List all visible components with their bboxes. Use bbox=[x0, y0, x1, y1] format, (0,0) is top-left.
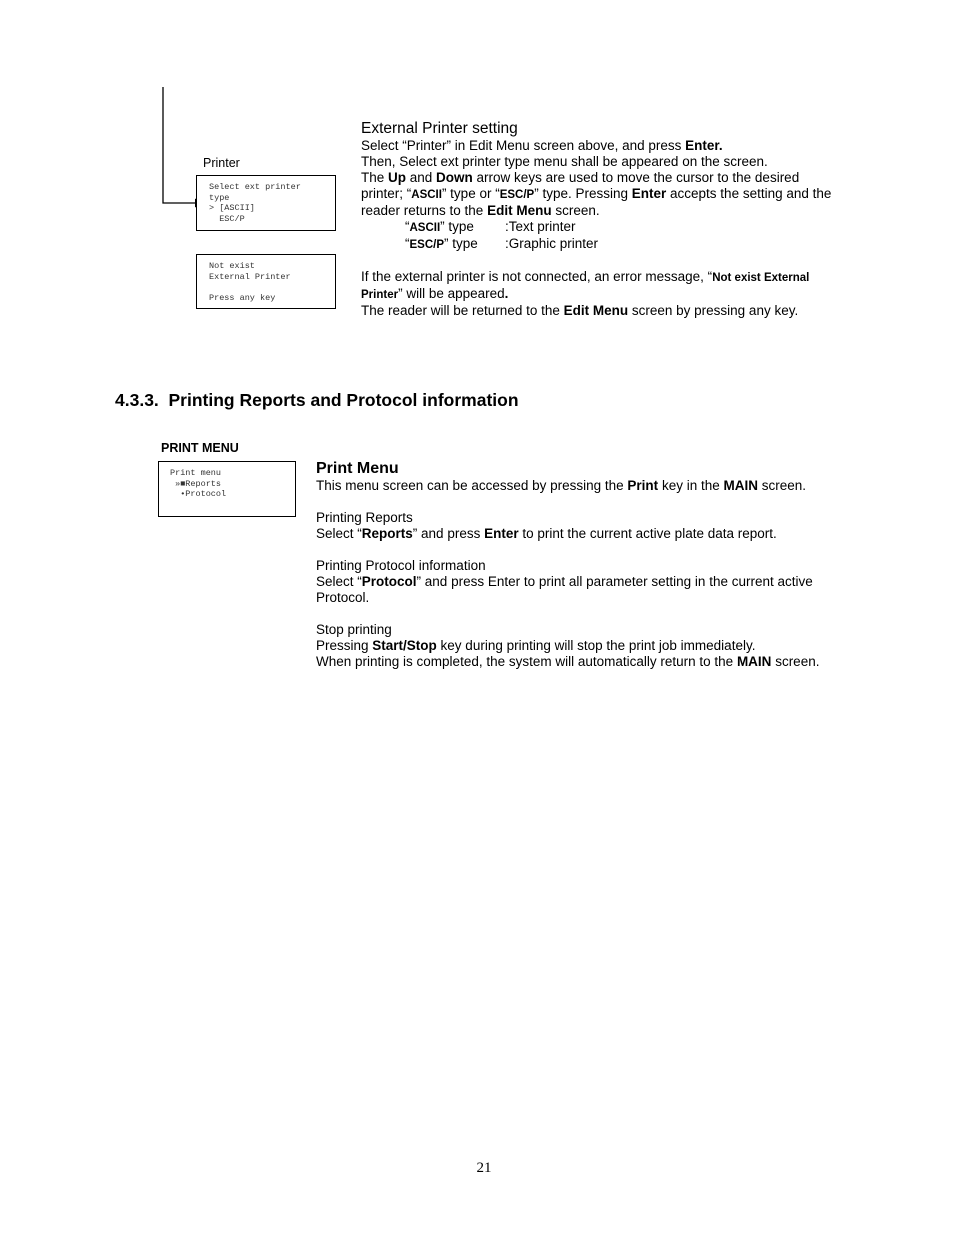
paragraph: The Up and Down arrow keys are used to move the cursor to the desired bbox=[361, 170, 800, 185]
printer-type-ascii: “ASCII” type :Text printer bbox=[405, 219, 576, 234]
lcd-line: External Printer bbox=[209, 271, 291, 282]
paragraph: Select “Reports” and press Enter to print the current active plate data report. bbox=[316, 526, 777, 541]
lcd-line: ESC/P bbox=[209, 213, 245, 224]
lcd-select-printer-screen bbox=[196, 175, 336, 231]
print-menu-text bbox=[316, 459, 876, 670]
lcd-line: Select ext printer bbox=[209, 182, 301, 192]
paragraph: The reader will be returned to the Edit Menu screen by pressing any key. bbox=[361, 303, 799, 318]
lcd-line: Press any key bbox=[209, 292, 276, 303]
external-printer-text bbox=[361, 120, 881, 319]
lcd-line: Print menu bbox=[170, 468, 222, 478]
section-heading: 4.3.3. Printing Reports and Protocol information bbox=[115, 390, 519, 410]
lcd-not-exist-screen bbox=[196, 254, 336, 309]
paragraph: This menu screen can be accessed by pressing the Print key in the MAIN screen. bbox=[316, 478, 807, 493]
page-number: 21 bbox=[476, 1160, 492, 1176]
printer-screen-label: Printer bbox=[203, 156, 240, 170]
paragraph: Select “Protocol” and press Enter to print all parameter setting in the current active bbox=[316, 574, 813, 589]
paragraph: If the external printer is not connected, an error message, “Not exist External bbox=[361, 269, 810, 284]
paragraph: reader returns to the Edit Menu screen. bbox=[361, 203, 600, 218]
paragraph: Printing Reports bbox=[316, 510, 413, 525]
lcd-line: »■Reports bbox=[170, 478, 222, 489]
paragraph: Then, Select ext printer type menu shall be appeared on the screen. bbox=[361, 154, 768, 169]
print-menu-label: PRINT MENU bbox=[161, 441, 239, 455]
print-menu-title: Print Menu bbox=[316, 460, 399, 477]
printer-type-escp: “ESC/P” type :Graphic printer bbox=[405, 236, 599, 251]
lcd-print-menu-screen bbox=[158, 461, 296, 517]
lcd-line: •Protocol bbox=[170, 489, 227, 499]
external-printer-title: External Printer setting bbox=[361, 120, 518, 137]
lcd-line: Not exist bbox=[209, 261, 255, 271]
paragraph: printer; “ASCII” type or “ESC/P” type. Pressing Enter accepts the setting and the bbox=[361, 186, 832, 201]
lcd-line: type bbox=[209, 192, 230, 203]
lcd-line: > [ASCII] bbox=[209, 203, 255, 213]
paragraph: Printing Protocol information bbox=[316, 558, 486, 573]
paragraph: Pressing Start/Stop key during printing will stop the print job immediately. bbox=[316, 638, 756, 653]
paragraph: Printer” will be appeared. bbox=[361, 286, 509, 301]
paragraph: When printing is completed, the system will automatically return to the MAIN screen. bbox=[316, 654, 820, 669]
paragraph: Stop printing bbox=[316, 622, 392, 637]
paragraph: Protocol. bbox=[316, 590, 370, 605]
lcd-line bbox=[209, 282, 335, 293]
paragraph: Select “Printer” in Edit Menu screen above, and press Enter. bbox=[361, 138, 723, 153]
